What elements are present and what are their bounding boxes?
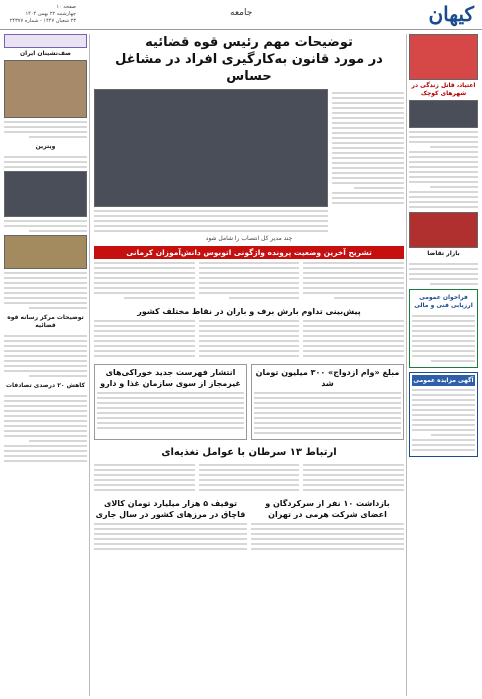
left-title-2: ویترین: [35, 143, 56, 150]
issue-date: [6, 4, 76, 25]
left-title-3: توضیحات مرکز رسانه قوه قضائیه: [7, 314, 84, 329]
weather-story: [94, 317, 404, 360]
lead-story: [94, 89, 404, 235]
mid-boxes: [94, 364, 404, 440]
lead-photo: [94, 89, 328, 207]
story-band-bus: تشریح آخرین وضعیت پرونده واژگونی اتوبوس دانش‌آموزان کرمانی: [94, 246, 404, 259]
marriage-loan-title: مبلغ «وام ازدواج» ۳۰۰ میلیون تومان شد: [255, 368, 400, 388]
bottom-stories: [94, 498, 404, 553]
left-photo-1: [4, 60, 87, 118]
main-headline-line-1: توضیحات مهم رئیس قوه قضائیه: [145, 35, 353, 50]
auction-ad: [409, 372, 478, 457]
arrest-story: [251, 498, 404, 553]
photo-caption: چند مدیر کل انتصاب را شامل شود: [205, 235, 293, 242]
marriage-loan-box: [251, 364, 404, 440]
date-line-1: چهارشنبه ۲۲ بهمن ۱۴۰۴: [25, 11, 76, 17]
left-photo-3: [4, 235, 87, 269]
left-column: [4, 34, 90, 696]
tender-ad-title: فراخوان عمومی ارزیابی فنی و مالی: [414, 294, 473, 309]
left-title-4: کاهش ۲۰ درصدی تصادفات: [6, 382, 85, 389]
bus-story: [94, 259, 404, 302]
date-line-2: ۲۳ شعبان ۱۴۴۷ - شماره ۲۴۳۷۷: [9, 18, 76, 24]
auction-ad-title: آگهی مزایده عمومی: [413, 377, 474, 384]
newspaper-logo: کیهان: [428, 2, 474, 26]
lead-story-text-left: [332, 89, 404, 235]
smuggling-story: [94, 498, 247, 553]
food-list-title: انتشار فهرست جدید خوراکی‌های غیرمجاز از سوی سازمان غذا و دارو: [100, 368, 241, 388]
section-name: جامعه: [230, 8, 253, 18]
left-photo-2: [4, 171, 87, 217]
left-title-1: صف‌نشینان ایران: [20, 50, 71, 57]
main-headline-line-2: در مورد قانون به‌کارگیری افراد در مشاغل حساس: [115, 52, 383, 84]
tender-ad: [409, 289, 478, 368]
right-banner-2: [409, 212, 478, 248]
right-item-title-2: بازار تقاضا: [427, 250, 460, 257]
food-list-box: [94, 364, 247, 440]
cancer-story: [94, 461, 404, 494]
right-photo-1: [409, 100, 478, 128]
center-content: [94, 34, 404, 696]
cancer-headline: ارتباط ۱۳ سرطان با عوامل تغذیه‌ای: [161, 447, 337, 458]
masthead: [0, 0, 482, 30]
arrest-headline: بازداشت ۱۰ نفر از سرکردگان و اعضای شرکت هرمی در تهران: [265, 499, 390, 519]
right-item-title-1: اعتیاد، قاتل زندگی در شهرهای کوچک: [411, 82, 476, 97]
right-column: [406, 34, 478, 696]
smuggling-headline: توقیف ۵ هزار میلیارد تومان کالای قاچاق در مرزهای کشور در سال جاری: [95, 499, 246, 519]
weather-headline: پیش‌بینی تداوم بارش برف و باران در نقاط مختلف کشور: [137, 307, 361, 316]
left-logo-band: [4, 34, 87, 48]
page-number: صفحه ۱۰: [56, 4, 76, 10]
right-banner-image: [409, 34, 478, 80]
